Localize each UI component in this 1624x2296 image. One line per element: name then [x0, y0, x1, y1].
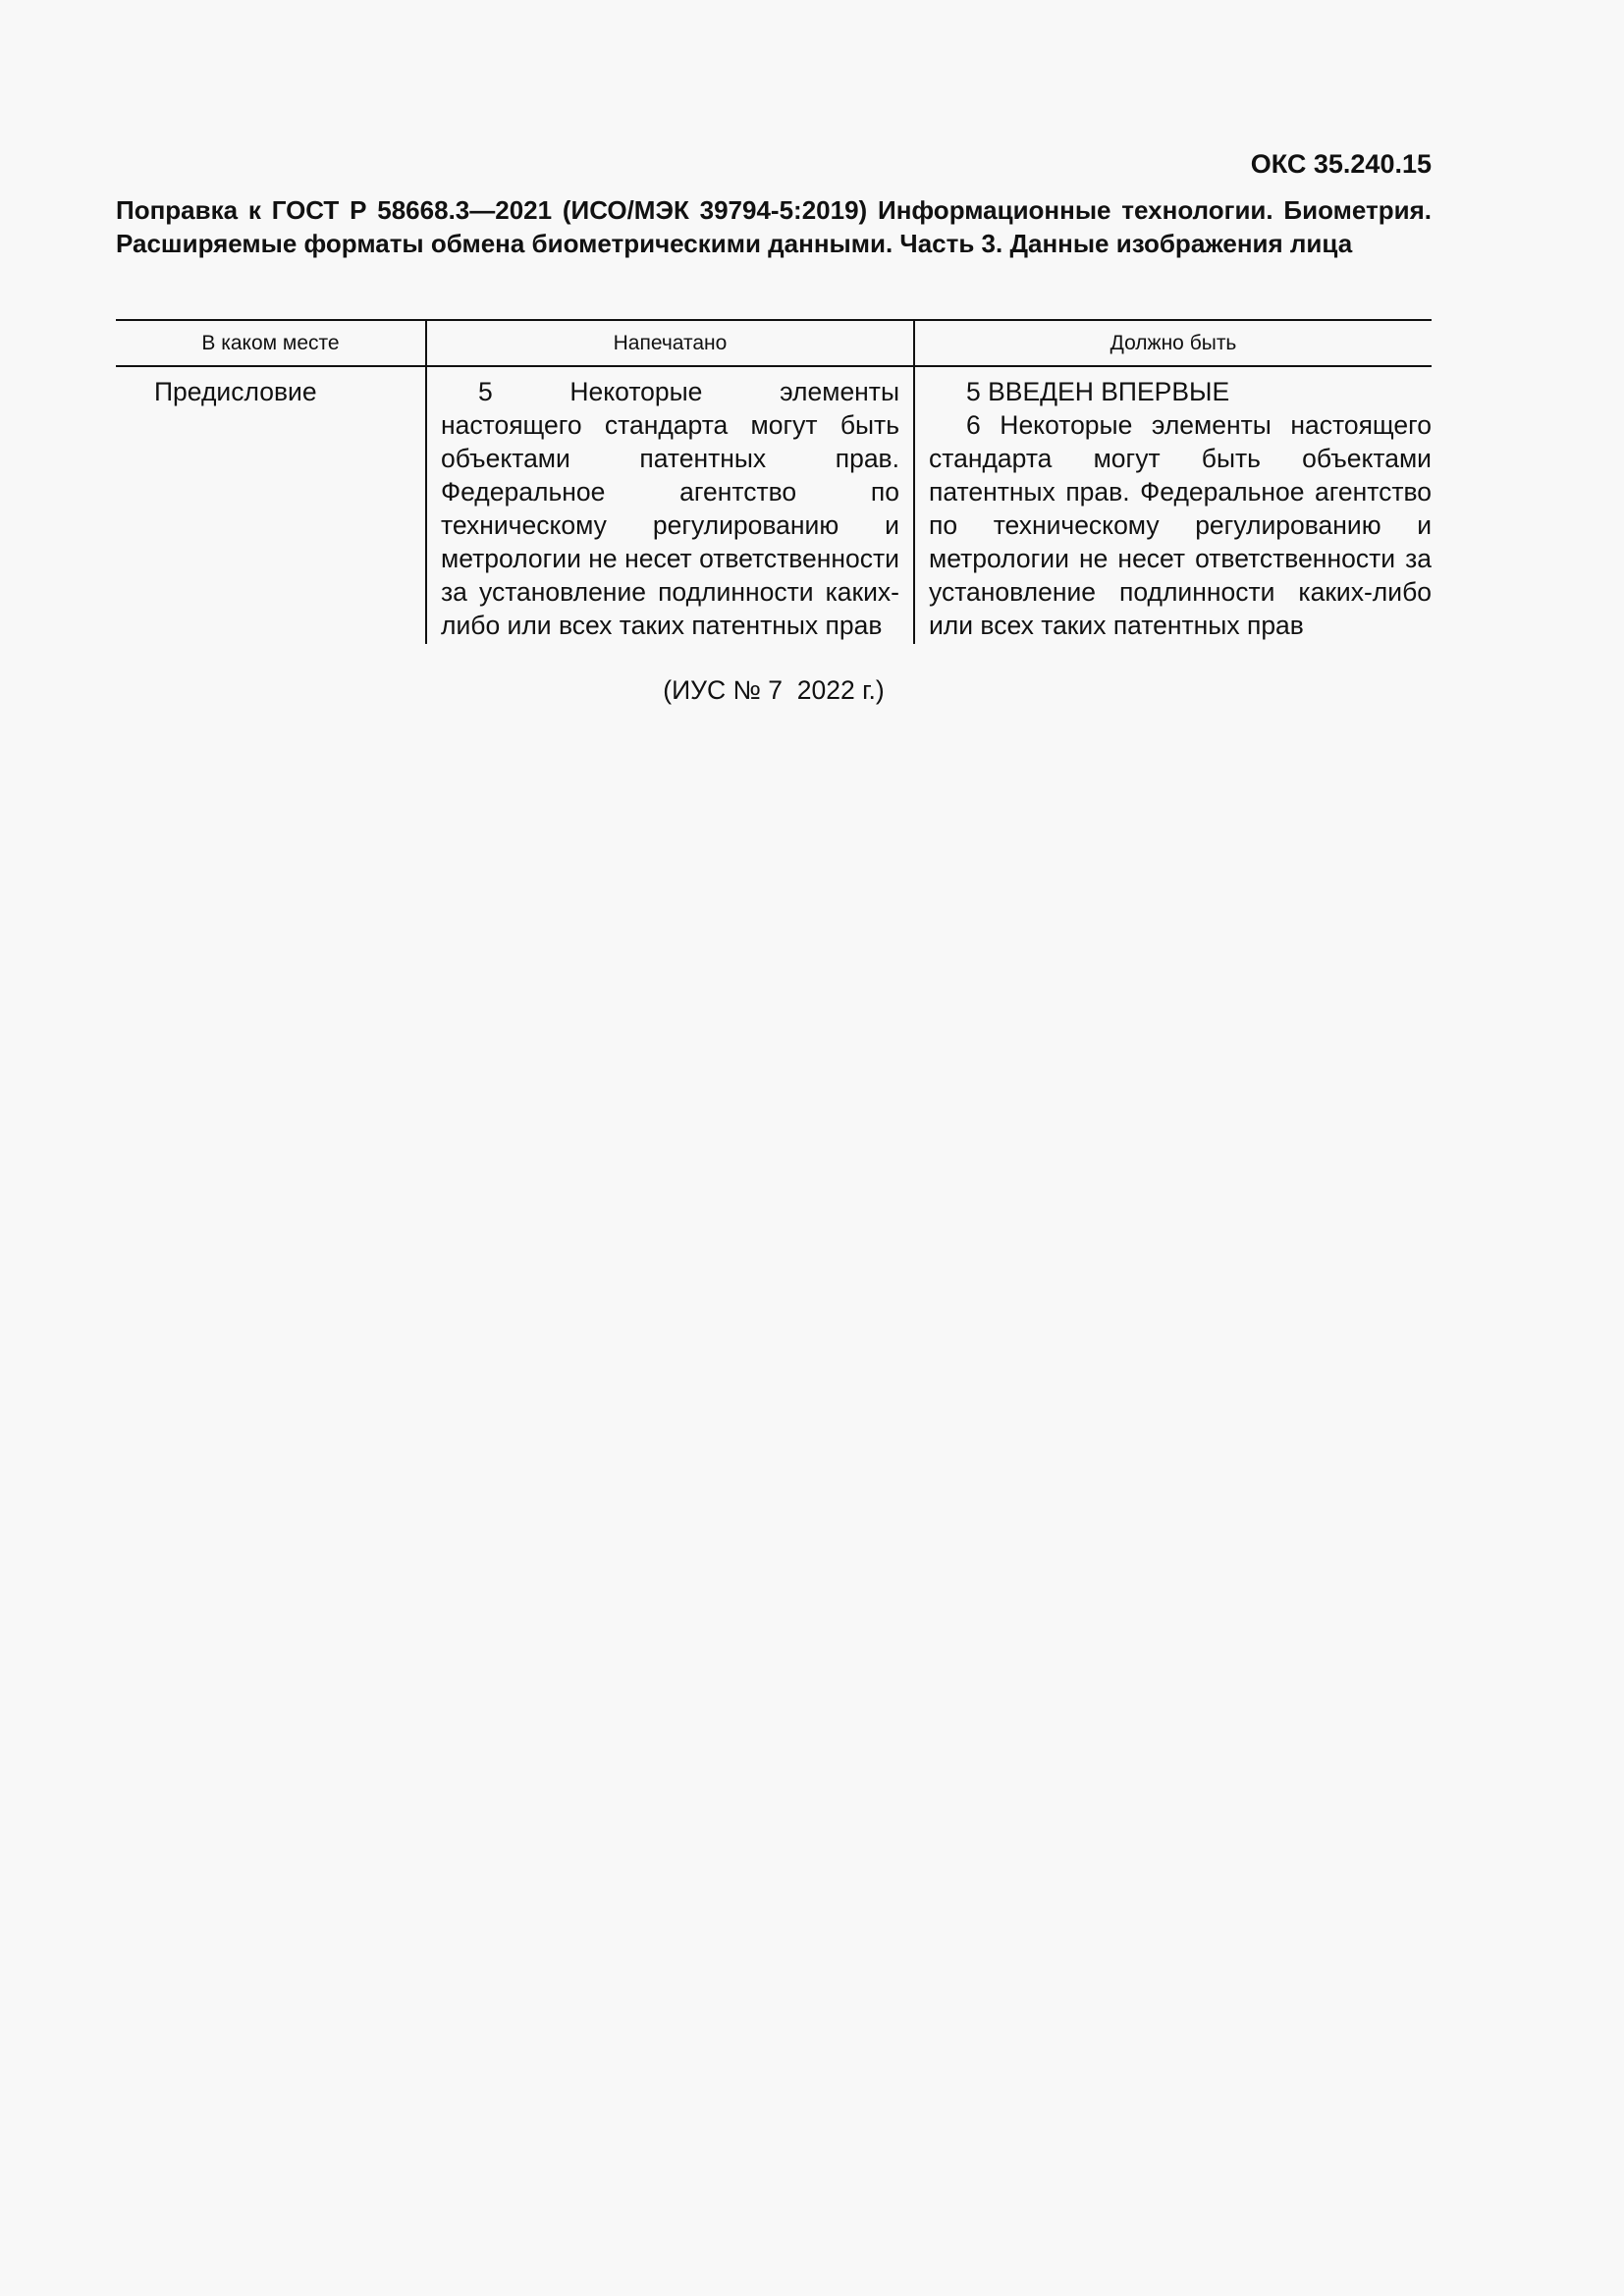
table-row [116, 367, 1432, 644]
cell-printed [425, 367, 913, 644]
document-title: Поправка к ГОСТ Р 58668.3—2021 (ИСО/МЭК 39794-5:2019) Информационные технологии. Биометрия. Расширяемые форматы обмена биометрическими данными. Часть 3. Данные изображения лица [116, 195, 1432, 258]
header-printed: Напечатано [425, 321, 913, 365]
table-header [116, 321, 1432, 367]
publication-note: (ИУС № 7 2022 г.) [663, 675, 885, 705]
header-should-be: Должно быть [913, 321, 1432, 365]
printed-paragraph: 5 Некоторые элементы настоящего стандарта могут быть объектами патентных прав. Федеральное агентство по техническому регулированию и метрологии не несет ответственности за установление подлинности каких-либо или всех таких патентных прав [441, 377, 899, 640]
should-be-paragraph: 6 Некоторые элементы настоящего стандарта могут быть объектами патентных прав. Федеральное агентство по техническому регулированию и метрологии не несет ответственности за установление подлинности каких-либо или всех таких патентных прав [929, 410, 1432, 640]
should-be-paragraph: 5 ВВЕДЕН ВПЕРВЫЕ [966, 377, 1230, 406]
classification-code: ОКС 35.240.15 [1250, 149, 1432, 179]
header-place: В каком месте [201, 332, 340, 354]
cell-place: Предисловие [154, 377, 317, 406]
cell-should-be [913, 367, 1432, 644]
corrections-table [116, 319, 1432, 644]
